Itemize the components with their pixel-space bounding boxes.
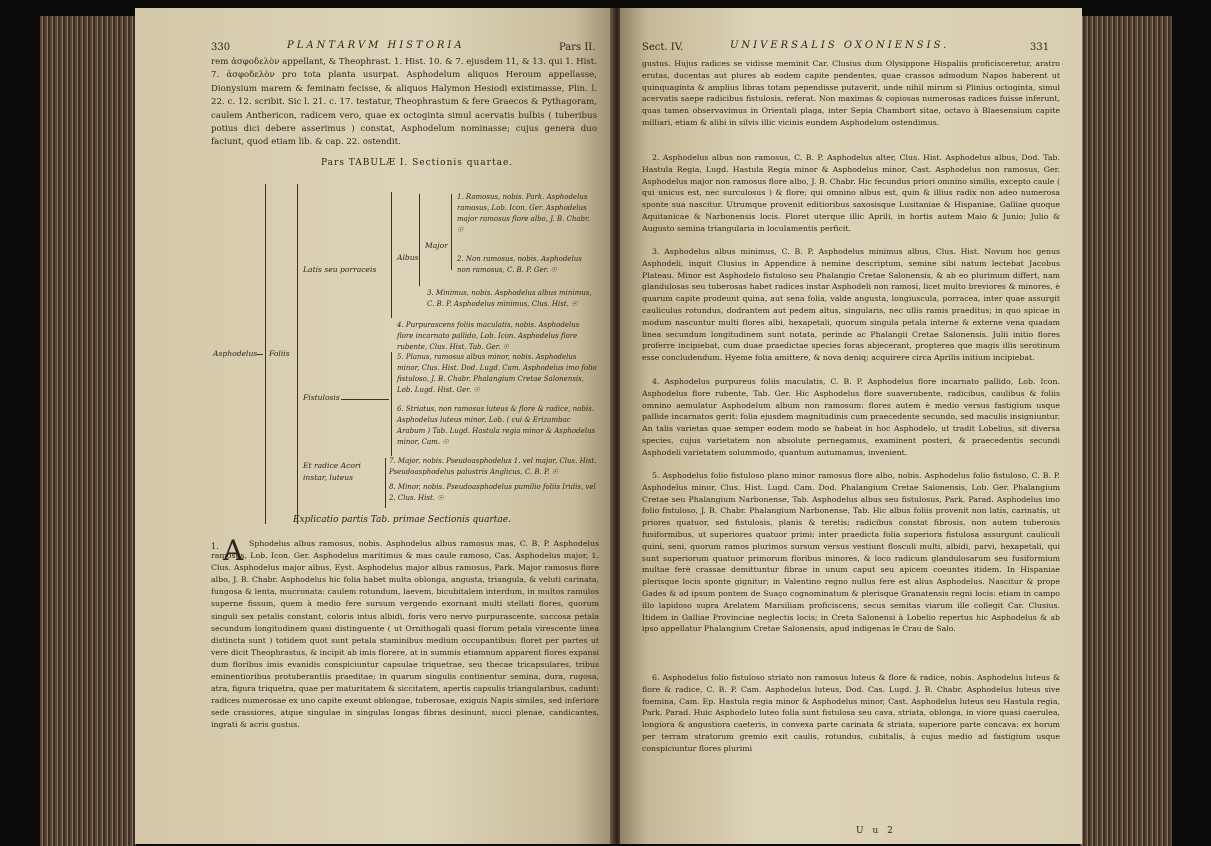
drop-cap: A <box>223 534 244 567</box>
table-title: Pars TABULÆ I. Sectionis quartae. <box>321 158 514 168</box>
table-entry-7: 7. Major, nobis. Pseudoasphodelus 1. vel major, Clus. Hist. Pseudoasphodelus palustris Anglicus, C. B. P. ☉ <box>389 457 597 476</box>
left-intro-paragraph: rem ἀσφοδελὸν appellant, & Theophrast. 1. Hist. 10. & 7. ejusdem 11, & 13. qui 1. Hist. 7. ἀσφοδελὸν pro tota planta usurpat. Asphodelum aliquos Heroum appellasse, Dionysium marem & feminam fecisse, & aliquos Halymon Hesiodi existimasse, Plin. l. 22. c. 12. scribit. Sic l. 21. c. 17. testatur, Theophrastum & fere Graecos & Pythagoram, caulem Anthericon, radicem vero, quae ex octoginta simul acervatis bulbis ( tuberibus potius dici debere asserimus ) constat, Asphodelum nominasse; cujus genera duo faciunt, quod etiam lib. & cap. 22. ostendit. <box>211 57 597 148</box>
table-entry-8: 8. Minor, nobis. Pseudoasphodelus pumilio foliis Iridis, vel 2. Clus. Hist. ☉ <box>389 483 596 502</box>
table-fistulosis-line <box>341 399 389 400</box>
table-brace-albus <box>419 194 420 286</box>
explicatio-title: Explicatio partis Tab. primae Sectionis quartae. <box>293 515 511 525</box>
explicatio-number: 1. <box>211 541 219 551</box>
table-root: Asphodelus <box>213 349 258 358</box>
table-entry-6: 6. Striatus, non ramosus luteus & flore & radice, nobis. Asphodelus luteus minor, Lob. ( cui & Erizambac Arabum ) Tab. Lugd. Hastula regia minor & Asphodelus minor, Cam. ☉ <box>397 405 596 446</box>
right-paragraph-3: 3. Asphodelus albus minimus, C. B. P. Asphodelus minimus albus, Clus. Hist. Novum hoc genus Asphodeli, inquit Clusius in Appendice à nemine descriptum, semine sibi natum lectebat Jacobus Plateau. Minor est Asphodelo fistuloso seu Phalangio Cretae Salonensis, & ab eo plurimum differt, nam glandulosas seu tuberosas habet radices instar Asphodeli non ramosi, licet multo breviores & minores, è quarum capite prodeunt quina, aut sena folia, valde angusta, longiuscula, porracea, inter quae assurgit cauliculus rotundus, dodrantem aut pedem altus, singularis, nec ullis ramis praeditus; in quo spicae in modum nascuntur multi flores albi, hexapetali, quorum singula petala interne & externe vena quadam linea secundum longitudinem sunt notata, perinde ac Phalangii Cretae Salonensis. Julii initio flores proferre incipiebat, cum duae praedictae species foras abjecerant, propterea que magis illis serotinum esse concludendum. Hyeme folia amittere, & nova deniq; acquirere circa Aprilis initium incipiebat. <box>642 247 1060 363</box>
table-brace-latis <box>391 192 392 318</box>
table-group-radice: Et radice Acori instar, luteus <box>303 461 361 482</box>
table-group-major: Major <box>425 241 448 250</box>
table-brace-branch <box>297 184 298 524</box>
table-line <box>257 354 263 355</box>
table-branch: Foliis <box>269 349 290 358</box>
left-page-number: 330 <box>211 42 231 53</box>
explicatio-paragraph: Sphodelus albus ramosus, nobis. Asphodelus albus ramosus mas, C. B. P. Asphodelus ramosus, Lob. Icon. Ger. Asphodelus maritimus & mas caule ramoso, Cas. Asphodelus major, 1. Clus. Asphodelus major albus, Eyst. Asphodelus major albus ramosus, Park. Major ramosus flore albo, J. B. Chabr. Asphodelus hic folia habet multa oblonga, angusta, triangula, & veluti carinata, fungosa & lenta, mucronata: caulem rotundum, laevem, bicubitalem interdum, in multos ramulos superne fissum, quem à medio fere sursum vergendo exornant multi stellati flores, quorum singuli sex petalis constant, coloris intus albidi, foris vero nervo purpurascente, succosa petala secundum longitudinem quasi distinguente ( ut Ornithogali quasi florum petala virescente linea distincta sunt ) totidem quot sunt petala staminibus medium occupantibus: floret per partes ut vere dicit Theophrastus, & incipit ab imis florere, at in summis etiamnum apparent flores expansi dum floribus imis evanidis conspiciuntur capsulae triquetrae, seu thecae tricapsulares, tribus eminentioribus protuberantiis praeditae; in quarum singulis continentur semina, dura, rugosa, atra, figura triquetra, quae per maturitatem & siccitatem, apertis capsulis triangularibus, cadunt: radices numerosae ex uno capite exeunt oblongae, tuberosae, exiguis Napis similes, sed inferiore sede crassiores, atque singulae in singulas longas fibras desinunt, succi plenae, candicantes, ingrati & acris gustus. <box>211 539 599 730</box>
table-entry-3: 3. Minimus, nobis. Asphodelus albus minimus, C. B. P. Asphodelus minimus, Clus. Hist. ☉ <box>427 289 592 308</box>
table-group-fistulosis: Fistulosis <box>303 393 340 402</box>
table-group-albus: Albus <box>397 253 419 262</box>
table-brace-root <box>265 184 266 524</box>
right-section-label: Sect. IV. <box>642 42 684 53</box>
right-page-edges <box>1080 16 1172 846</box>
right-paragraph-4: 4. Asphodelus purpureus foliis maculatis, C. B. P. Asphodelus flore incarnato pallido, Lob. Icon. Asphodelus flore rubente, Tab. Ger. Hic Asphodelus flore suaverubente, radicibus, caulibus & foliis omnino aemulatur Asphodelum album non ramosum: flores autem è medio versus fastigium usque pallide incarnatos gerit: folia ejusdem magnitudinis cum praecedente secundo, sed maculis insigniuntur. An talis varietas quae semper eodem modo se habeat in hoc Asphodelo, ut tradit Lobelius, sit diversa species, cujus varietatem non absolute pernegamus, examinent posteri, & praecedentis secundi Asphodeli varietatem solummodo, quantum autumamus, invenient. <box>642 377 1060 457</box>
table-entry-1: 1. Ramosus, nobis. Park. Asphodelus ramosus, Lob. Icon. Ger. Asphodelus major ramosus flore albo, J. B. Chabr. ☉ <box>457 193 590 234</box>
left-page <box>135 8 613 844</box>
right-running-head: UNIVERSALIS OXONIENSIS. <box>730 40 950 51</box>
right-page <box>620 8 1082 844</box>
table-brace-fistulosis <box>391 352 392 456</box>
right-paragraph-6: 6. Asphodelus folio fistuloso striato non ramosus luteus & flore & radice, nobis. Asphodelus luteus & flore & radice, C. B. P. Cam. Asphodelus luteus, Dod. Cas. Lugd. J. B. Chabr. Asphodelus luteus sive foemina, Cam. Ep. Hastula regia minor & Asphodelus minor, Cast. Asphodelus luteus seu Hastula regia, Park. Parad. Huic Asphodelo luteo folia sunt fistulosa seu cava, striata, oblonga, in viore quasi caerulea, longiora & angustiora caeteris, in convexa parte carinata & striata, superiore parte concava: ex horum per terram stratorum gremio exit caulis, rotundus, cubitalis, à cujus medio ad fastigium usque conspiciuntur flores plurimi <box>642 673 1060 753</box>
table-entry-2: 2. Non ramosus, nobis. Asphodelus non ramosus, C. B. P. Ger. ☉ <box>457 255 582 274</box>
table-brace-major <box>451 194 452 270</box>
right-paragraph-5: 5. Asphodelus folio fistuloso plano minor ramosus flore albo, nobis. Asphodelus folio fistuloso, C. B. P. Asphodelus minor, Clus. Hist. Lugd. Cam. Dod. Phalangium Cretae Salonensis, Lob. Ger. Phalangium Cretae seu Phalangium Narbonense, Tab. Asphodelus albus seu fistulosus, Park. Parad. Asphodelus imo folio fistuloso, J. B. Chabr. Phalangium Narbonense, Tab. Hic albus foliis provenit non latis, carinatis, ut priores quatuor, sed fistulosis, planis & teretis; radicibus constat fibrosis, non autem tuberosis fusiformibus, ut superiores quatuor primi: inter praedicta folia superiora fistulosa assurgunt cauliculi quini, seni, quorum ramos plurimos sursum versus vestiunt flosculi multi, albidi, parvi, hexapetali, qui sunt superiorum quatuor primorum floribus minores, & loco radicum glandulosarum seu fusiformium multae ferè crassae demittuntur fibrae in unum caput seu apicem coeuntes itidem. In Hispaniae plerisque locis sponte gignitur; in Valentino regno nullus fere est alius Asphodelus. Nascitur & prope Gades & ad ipsum pontem de Suaço cognominatum & plerisque Granatensis regni locis: etiam in campo illo lapidoso supra Arelatem Marsiliam proficiscens, secus semitas viarum ille collegit Car. Clusius. Itidem in Galliae Provinciae neglectis locis; in Creta Salonensi à Lobelio repertus hic Asphodelus & ab ipso appellatur Phalangium Cretae Salonensis, apud indigenas le Crau de Salo. <box>642 471 1060 634</box>
left-running-head: PLANTARVM HISTORIA <box>287 40 465 51</box>
table-group-latis: Latis seu porraceis <box>303 265 377 274</box>
left-section-label: Pars II. <box>559 42 596 53</box>
left-page-edges <box>40 16 136 846</box>
table-brace-radice <box>385 458 386 508</box>
right-page-number: 331 <box>1030 42 1050 53</box>
table-entry-4: 4. Purpurascens foliis maculatis, nobis. Asphodelus flore incarnato pallido, Lob. Icon. Asphodelus flore rubente, Clus. Hist. Tab. Ger. ☉ <box>397 321 580 351</box>
right-paragraph-2: 2. Asphodelus albus non ramosus, C. B. P. Asphodelus alter, Clus. Hist. Asphodelus albus, Dod. Tab. Hastula Regia, Lugd. Hastula Regia minor & Asphodelus minor, Cast. Asphodelus non ramosus, Ger. Asphodelus major non ramosus flore albo, J. B. Chabr. Hic fecundus priori omnino similis, excepto caule ( qui unicus est, nec surculosus ) & flore; qui omnino albus est, quin & illius radix non adeo numerosa sponte sua nascitur. Utrumque provenit editioribus saxosisque Lusitaniae & Hispaniae, Galliae quoque Aquitanicae & Narbonensis locis. Floret uterque illic Aprili, in hortis autem Maio & Junio; Julio & Augusto semina triangularia in loculamentis perficit. <box>642 153 1060 233</box>
signature-mark: U u 2 <box>856 826 896 836</box>
right-paragraph-intro: gustus. Hujus radices se vidisse meminit Car. Clusius dum Olysippone Hispaliis proficisceretur, aratro erutas, ducentas aut plures ab eodem capite pendentes, quae crassos admodum Napos haberent ut quinquaginta & amplius libras totam pependisse putaverit, unde nihil mirum si Plinius octoginta, simul acervatis saepe radicibus fistulosis, referat. Non maximas & copiosas numerosas radices fuisse inferunt, quas tamen observavimus in Orientali plaga, inter Sepia Chambort sitae, octavo à Blaesensium capite milliari, etiam & alibi in silvis illic vicinis eundem Asphodelum ostendimus. <box>642 59 1060 127</box>
table-entry-5: 5. Planus, ramosus albus minor, nobis. Asphodelus minor, Clus. Hist. Dod. Lugd. Cam. Asphodelus imo folio fistuloso, J. B. Chabr. Phalangium Cretae Salonensis, Lob. Lugd. Hist. Ger. ☉ <box>397 353 597 394</box>
